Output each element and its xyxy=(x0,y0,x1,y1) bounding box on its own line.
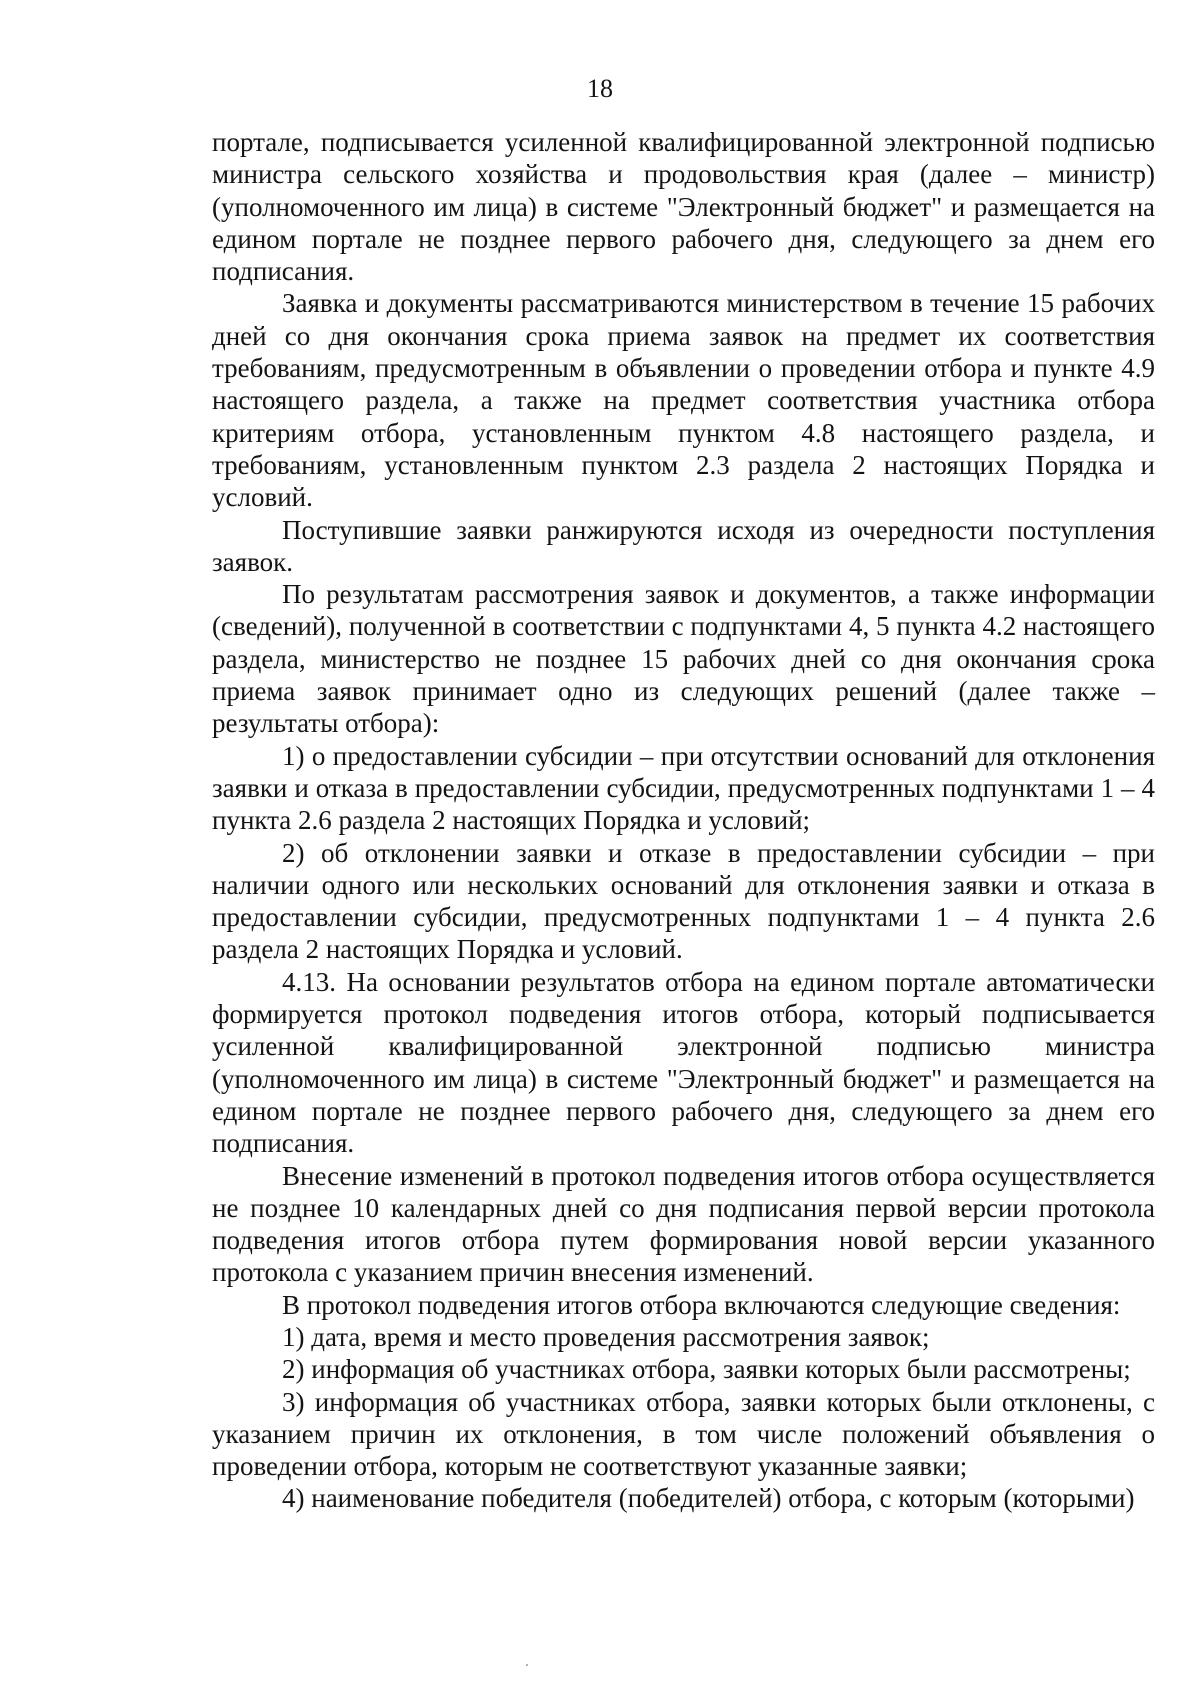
paragraph-application-review: Заявка и документы рассматриваются министерством в течение 15 рабочих дней со дня окончания срока приема заявок на предмет их соответствия требованиям, предусмотренным в объявлении о проведении отбора и пункте 4.9 настоящего раздела, а также на предмет соответствия участника отбора критериям отбора, установленным пунктом 4.8 настоящего раздела, и требованиям, установленным пунктом 2.3 раздела 2 настоящих Порядка и условий. xyxy=(212,288,1155,513)
list-item-reviewed-participants: 2) информация об участниках отбора, заявки которых были рассмотрены; xyxy=(282,1354,1131,1385)
list-item-rejected-participants: 3) информация об участниках отбора, заявки которых были отклонены, с указанием причин их отклонения, в том числе положений объявления о проведении отбора, которым не соответствуют указанные заявки; xyxy=(212,1386,1155,1482)
list-item-decision-grant: 1) о предоставлении субсидии – при отсутствии оснований для отклонения заявки и отказа в предоставлении субсидии, предусмотренных подпунктами 1 – 4 пункта 2.6 раздела 2 настоящих Порядка и условий; xyxy=(212,740,1155,836)
list-item-decision-reject: 2) об отклонении заявки и отказе в предоставлении субсидии – при наличии одного или нескольких оснований для отклонения заявки и отказа в предоставлении субсидии, предусмотренных подпунктами 1 – 4 пункта 2.6 раздела 2 настоящих Порядка и условий. xyxy=(212,837,1155,965)
paragraph-protocol-contents: В протокол подведения итогов отбора включаются следующие сведения: xyxy=(282,1289,1121,1320)
paragraph-protocol-amendments: Внесение изменений в протокол подведения итогов отбора осуществляется не позднее 10 календарных дней со дня подписания первой версии протокола подведения итогов отбора путем формирования новой версии указанного протокола с указанием причин внесения изменений. xyxy=(212,1160,1155,1288)
list-item-winners: 4) наименование победителя (победителей) отбора, с которым (которыми) xyxy=(282,1483,1135,1514)
paragraph-review-results: По результатам рассмотрения заявок и документов, а также информации (сведений), полученной в соответствии с подпунктами 4, 5 пункта 4.2 настоящего раздела, министерство не позднее 15 рабочих дней со дня окончания срока приема заявок принимает одно из следующих решений (далее также – результаты отбора): xyxy=(212,579,1155,739)
paragraph-signing-continuation: портале, подписывается усиленной квалифицированной электронной подписью министра сельского хозяйства и продовольствия края (далее – министр) (уполномоченного им лица) в системе "Электронный бюджет" и размещается на едином портале не позднее первого рабочего дня, следующего за днем его подписания. xyxy=(212,127,1155,287)
scan-artifact xyxy=(526,1664,528,1666)
paragraph-section-4-13: 4.13. На основании результатов отбора на едином портале автоматически формируется протокол подведения итогов отбора, который подписывается усиленной квалифицированной электронной подписью министра (уполномоченного им лица) в системе "Электронный бюджет" и размещается на едином портале не позднее первого рабочего дня, следующего за днем его подписания. xyxy=(212,966,1155,1159)
document-body xyxy=(212,126,1155,1515)
page-number: 18 xyxy=(587,74,613,103)
paragraph-ranking: Поступившие заявки ранжируются исходя из очередности поступления заявок. xyxy=(212,514,1155,577)
list-item-date-time-place: 1) дата, время и место проведения рассмотрения заявок; xyxy=(282,1321,930,1352)
